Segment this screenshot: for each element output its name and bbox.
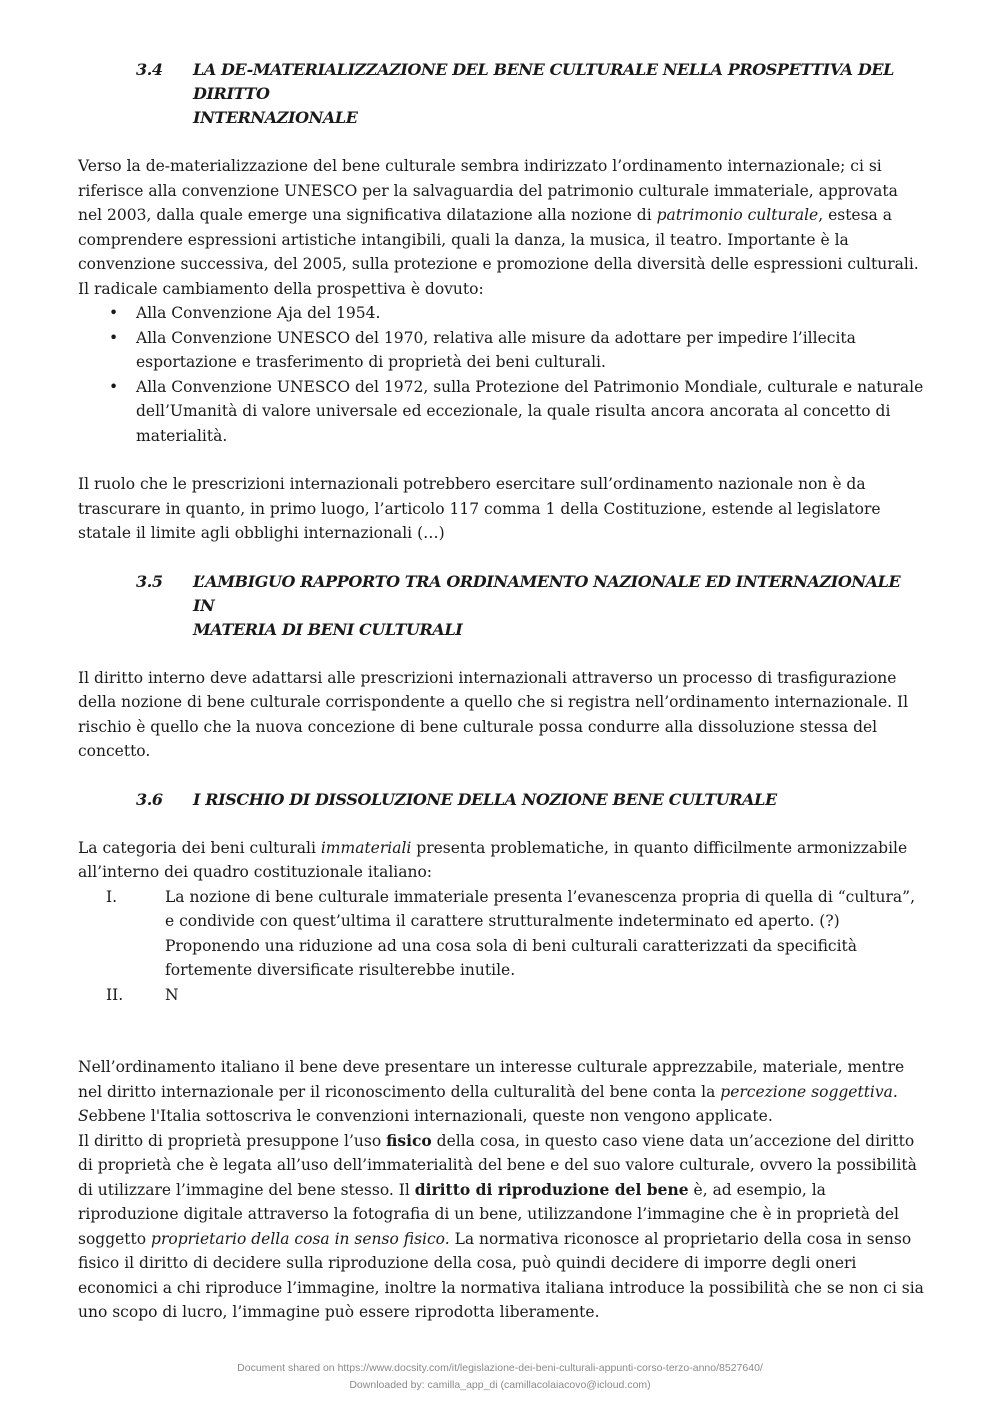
document-page (78, 58, 924, 1325)
section-heading-3-4 (136, 58, 924, 130)
section-heading-3-6 (136, 788, 924, 812)
section-number: 3.4 (136, 60, 163, 79)
section-title: I RISCHIO DI DISSOLUZIONE DELLA NOZIONE BENE CULTURALE (193, 789, 777, 809)
list-item: • Alla Convenzione Aja del 1954. (78, 301, 924, 326)
list-item: • Alla Convenzione UNESCO del 1970, relativa alle misure da adottare per impedire l’illecita esportazione e trasferimento di proprietà dei beni culturali. (78, 326, 924, 375)
list-item: II. N (106, 985, 179, 1004)
section-title: L’AMBIGUO RAPPORTO TRA ORDINAMENTO NAZIONALE ED INTERNAZIONALE IN MATERIA DI BENI CULTURALI (193, 571, 901, 639)
list-item: • Alla Convenzione UNESCO del 1972, sulla Protezione del Patrimonio Mondiale, culturale e naturale dell’Umanità di valore universale ed eccezionale, la quale risulta ancora ancorata al concetto di materialità. (78, 375, 924, 449)
paragraph: Verso la de-materializzazione del bene culturale sembra indirizzato l’ordinamento internazionale; ci si riferisce alla convenzione UNESCO per la salvaguardia del patrimonio culturale immateriale, approvata nel 2003, dalla quale emerge una significativa dilatazione alla nozione di patrimonio culturale, estesa a comprendere espressioni artistiche intangibili, quali la danza, la musica, il teatro. Importante è la convenzione successiva, del 2005, sulla protezione e promozione della diversità delle espressioni culturali. Il radicale cambiamento della prospettiva è dovuto: (78, 157, 919, 298)
section-title: LA DE-MATERIALIZZAZIONE DEL BENE CULTURALE NELLA PROSPETTIVA DEL DIRITTO INTERNAZIONALE (193, 60, 894, 127)
paragraph: Il diritto di proprietà presuppone l’uso fisico della cosa, in questo caso viene data un’accezione del diritto di proprietà che è legata all’uso dell’immaterialità del bene e del suo valore culturale, ovvero la possibilità di utilizzare l’immagine del bene stesso. Il diritto di riproduzione del bene è, ad esempio, la riproduzione digitale attraverso la fotografia di un bene, utilizzandone l’immagine che è in proprietà del soggetto proprietario della cosa in senso fisico. La normativa riconosce al proprietario della cosa in senso fisico il diritto di decidere sulla riproduzione della cosa, può quindi decidere di imporre degli oneri economici a chi riproduce l’immagine, inoltre la normativa italiana introduce la possibilità che se non ci sia uno scopo di lucro, l’immagine può essere riprodotta liberamente. (78, 1130, 924, 1321)
section-number: 3.5 (136, 571, 163, 591)
bullet-icon: • (109, 304, 119, 322)
footer-downloaded-by: Downloaded by: camilla_app_di (camillacolaiacovo@icloud.com) (349, 1379, 651, 1391)
footer-shared-link[interactable]: Document shared on https://www.docsity.com/it/legislazione-dei-beni-culturali-appunti-corso-terzo-anno/8527640/ (237, 1362, 763, 1374)
paragraph: Nell’ordinamento italiano il bene deve presentare un interesse culturale apprezzabile, materiale, mentre nel diritto internazionale per il riconoscimento della culturalità del bene conta la percezione soggettiva. Sebbene l'Italia sottoscriva le convenzioni internazionali, queste non vengono applicate. (78, 1058, 905, 1125)
bullet-list (78, 301, 924, 448)
bullet-icon: • (109, 328, 119, 347)
list-item: I. La nozione di bene culturale immateriale presenta l’evanescenza propria di quella di “cultura”, e condivide con quest’ultima il carattere strutturalmente indeterminato ed aperto. (?) Proponendo una riduzione ad una cosa sola di beni culturali caratterizzati da specificità fortemente diversificate risulterebbe inutile. (106, 887, 915, 979)
section-number: 3.6 (136, 789, 163, 809)
paragraph: Il ruolo che le prescrizioni internazionali potrebbero esercitare sull’ordinamento nazionale non è da trascurare in quanto, in primo luogo, l’articolo 117 comma 1 della Costituzione, estende al legislatore statale il limite agli obblighi internazionali (…) (78, 475, 881, 542)
paragraph: Il diritto interno deve adattarsi alle prescrizioni internazionali attraverso un processo di trasfigurazione della nozione di bene culturale corrispondente a quello che si registra nell’ordinamento internazionale. Il rischio è quello che la nuova concezione di bene culturale possa condurre alla dissoluzione stessa del concetto. (78, 668, 909, 760)
section-heading-3-5 (136, 570, 924, 642)
bullet-icon: • (109, 377, 119, 396)
paragraph: La categoria dei beni culturali immateriali presenta problematiche, in quanto difficilmente armonizzabile all’interno dei quadro costituzionale italiano: (78, 838, 908, 881)
roman-list (78, 885, 924, 1008)
